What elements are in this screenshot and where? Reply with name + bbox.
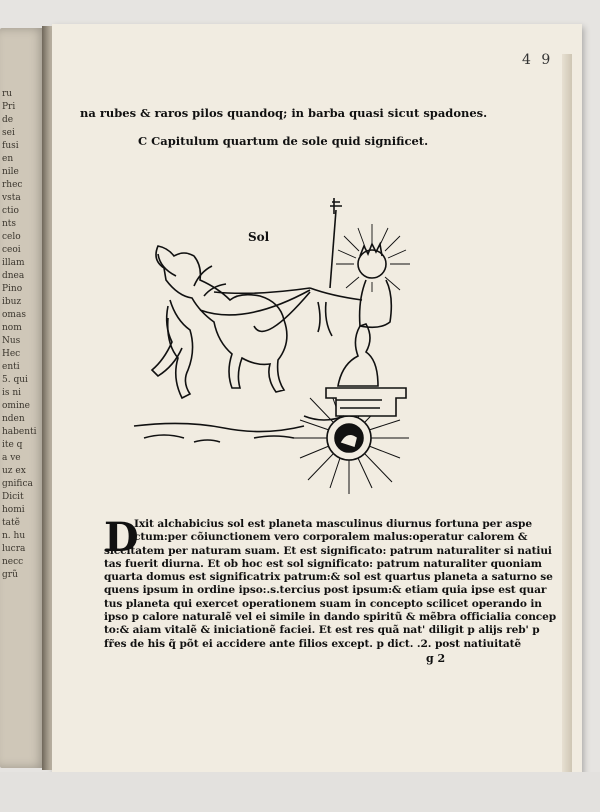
left-page-fragment: habenti bbox=[2, 427, 37, 437]
left-page-fragment: tatẽ bbox=[2, 518, 20, 528]
left-page-fragment: Hec bbox=[2, 349, 21, 359]
left-page-fragment: celo bbox=[2, 232, 21, 242]
page-edge bbox=[562, 54, 572, 794]
left-page-fragment: sei bbox=[2, 128, 15, 138]
left-page-fragment: ibuz bbox=[2, 297, 22, 307]
body-line: fr̃es de his q̃ põt ei accidere ante filios except. p dict. .2. post natiuitatẽ bbox=[104, 637, 522, 650]
body-text bbox=[104, 514, 557, 651]
left-page-fragment: dnea bbox=[2, 271, 25, 281]
left-page-fragment: lucra bbox=[2, 544, 26, 554]
left-page-fragment: ite q bbox=[2, 440, 23, 450]
left-page-fragment: omine bbox=[2, 401, 30, 411]
left-page-fragment: en bbox=[2, 154, 14, 164]
left-page-fragment: illam bbox=[2, 258, 25, 268]
body-line: tus planeta qui exercet operationem suam in concepto scilicet operando in bbox=[104, 597, 542, 610]
left-page-fragment: gnifica bbox=[2, 479, 33, 489]
left-page-fragment: Nus bbox=[2, 336, 21, 346]
left-page-fragment: nts bbox=[2, 219, 17, 229]
left-page-fragment: Pri bbox=[2, 102, 16, 112]
woodcut-label: Sol bbox=[248, 230, 270, 244]
left-page-fragment: vsta bbox=[2, 193, 21, 203]
body-line: quens ipsum in ordine ipso:.s.tercius post ipsum:& etiam quia ipse est quar bbox=[104, 584, 547, 597]
left-page-fragment: grũ bbox=[2, 570, 18, 580]
right-page bbox=[52, 24, 582, 776]
left-page-fragment: Pino bbox=[2, 284, 23, 294]
left-page-fragment: Dicit bbox=[2, 492, 24, 502]
left-page bbox=[0, 28, 46, 768]
body-line: Ixit alchabicius sol est planeta masculinus diurnus fortuna per aspe bbox=[134, 518, 532, 530]
left-page-fragment: nom bbox=[2, 323, 22, 333]
left-page-fragment: necc bbox=[2, 557, 24, 567]
left-page-fragment: is ni bbox=[2, 388, 22, 398]
running-line: na rubes & raros pilos quandoq; in barba quasi sicut spadones. bbox=[80, 106, 488, 120]
left-page-fragment: n. hu bbox=[2, 531, 26, 541]
left-page-fragment: enti bbox=[2, 362, 20, 372]
left-page-fragment: ceoi bbox=[2, 245, 21, 255]
body-line: ipso p calore naturalẽ vel ei simile in dando spiritũ & mẽbra officialia concep bbox=[104, 611, 557, 624]
body-line: to:& aiam vitalẽ & iniciationẽ faciei. Et est res quã nat' diligit p alijs reb' p bbox=[104, 624, 540, 637]
initial-letter: D bbox=[104, 514, 139, 561]
left-page-fragment: de bbox=[2, 115, 14, 125]
left-page-fragment: uz ex bbox=[2, 466, 26, 476]
left-page-fragment: ctio bbox=[2, 206, 19, 216]
woodcut-sol-chariot bbox=[104, 176, 444, 516]
left-page-fragment: a ve bbox=[2, 453, 21, 463]
left-page-fragment: rhec bbox=[2, 180, 23, 190]
left-page-fragment: nden bbox=[2, 414, 25, 424]
left-page-text bbox=[2, 88, 44, 582]
chapter-heading: C Capitulum quartum de sole quid significet. bbox=[138, 134, 429, 148]
body-line: tas fuerit diurna. Et ob hoc est sol significato: patrum naturaliter quoniam bbox=[104, 557, 542, 570]
folio-number: 4 9 bbox=[522, 52, 554, 68]
left-page-fragment: omas bbox=[2, 310, 26, 320]
body-line: quarta domus est significatrix patrum:& sol est quartus planeta a saturno se bbox=[104, 571, 553, 584]
body-line: ctum:per cõiunctionem vero corporalem malus:operatur calorem & bbox=[134, 531, 528, 544]
left-page-fragment: ru bbox=[2, 89, 13, 99]
left-page-fragment: homi bbox=[2, 505, 25, 515]
left-page-fragment: 5. qui bbox=[2, 375, 28, 385]
body-lines bbox=[104, 514, 557, 651]
signature-mark: g 2 bbox=[426, 652, 446, 665]
left-page-fragment: nile bbox=[2, 167, 19, 177]
left-page-fragment: fusi bbox=[2, 141, 19, 151]
background-bottom bbox=[0, 772, 600, 812]
body-line: siccitatem per naturam suam. Et est significato: patrum naturaliter si natiui bbox=[104, 544, 552, 557]
